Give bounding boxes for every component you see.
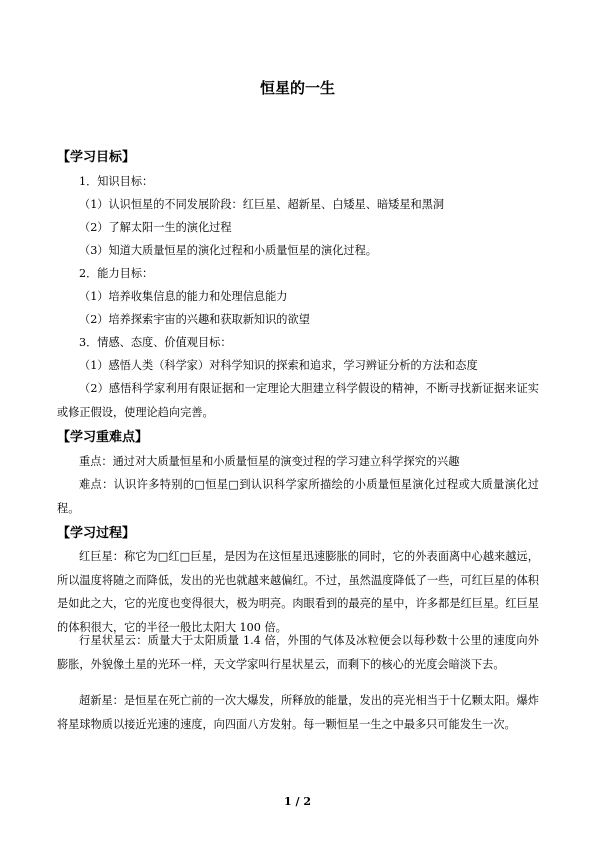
ability-goal-item: （2）培养探索宇宙的兴趣和获取新知识的欲望 xyxy=(79,313,310,326)
ability-goal-item: （1）培养收集信息的能力和处理信息能力 xyxy=(79,290,288,303)
red-giant-paragraph: 红巨星：称它为□红□巨星，是因为在这恒星迅速膨胀的同时，它的外表面离中心越来越远，所以温度将随之而降低，发出的光也就越来越偏红。不过，虽然温度降低了一些，可红巨星的体积是如此之大，它的光度也变得很大，极为明亮。肉眼看到的最亮的星中，许多都是红巨星。红巨星的体积很大，它的半径一般比太阳大 100 倍。 xyxy=(57,550,539,635)
key-points-heading: 【学习重难点】 xyxy=(57,430,149,445)
emotion-goal-item: （1）感悟人类（科学家）对科学知识的探索和追求，学习辨证分析的方法和态度 xyxy=(79,359,478,372)
goals-heading: 【学习目标】 xyxy=(57,150,136,165)
knowledge-goal-item: （2）了解太阳一生的演化过程 xyxy=(79,221,232,234)
emotion-goal-label: 3．情感、态度、价值观目标： xyxy=(79,336,232,349)
ability-goal-label: 2．能力目标： xyxy=(79,267,154,280)
planetary-nebula-paragraph: 行星状星云：质量大于太阳质量 1.4 倍，外围的气体及冰粒便会以每秒数十公里的速度向外膨胀，外貌像土星的光环一样，天文学家叫行星状星云，而剩下的核心的光度会暗淡下去。 xyxy=(57,634,539,671)
key-point: 重点：通过对大质量恒星和小质量恒星的演变过程的学习建立科学探究的兴趣 xyxy=(79,455,460,468)
process-heading: 【学习过程】 xyxy=(57,526,136,541)
emotion-goal-item: （2）感悟科学家利用有限证据和一定理论大胆建立科学假设的精神，不断寻找新证据来证实或修正假设，使理论趋向完善。 xyxy=(57,382,539,419)
document-title: 恒星的一生 xyxy=(259,79,335,97)
difficult-point: 难点：认识许多特别的□恒星□到认识科学家所描绘的小质量恒星演化过程或大质量演化过程。 xyxy=(57,478,539,515)
knowledge-goal-label: 1．知识目标： xyxy=(79,175,154,188)
supernova-paragraph: 超新星：是恒星在死亡前的一次大爆发，所释放的能量，发出的亮光相当于十亿颗太阳。爆炸将星球物质以接近光速的速度，向四面八方发射。每一颗恒星一生之中最多只可能发生一次。 xyxy=(57,694,539,731)
knowledge-goal-item: （3）知道大质量恒星的演化过程和小质量恒星的演化过程。 xyxy=(79,244,377,257)
page-number: 1 / 2 xyxy=(284,795,311,808)
knowledge-goal-item: （1）认识恒星的不同发展阶段：红巨星、超新星、白矮星、暗矮星和黑洞 xyxy=(79,198,445,211)
